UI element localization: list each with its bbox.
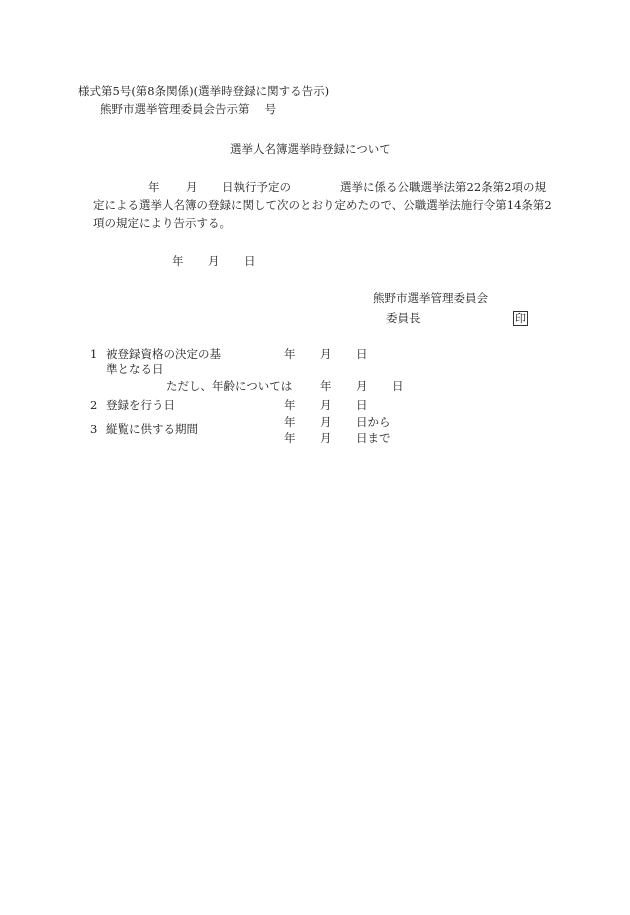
item3-from-month: 月 (320, 415, 332, 429)
item2-label: 登録を行う日 (106, 398, 175, 412)
item3-label: 縦覧に供する期間 (106, 422, 198, 436)
item1-label-line1: 被登録資格の決定の基 (106, 347, 221, 361)
item3-to-year: 年 (284, 431, 296, 445)
signature-org: 熊野市選挙管理委員会 (373, 291, 488, 305)
document-title: 選挙人名簿選挙時登録について (230, 142, 391, 156)
item1-number: 1 (90, 347, 98, 361)
item2-number: 2 (90, 398, 98, 412)
item1-proviso-month: 月 (356, 379, 368, 393)
date-month: 月 (208, 254, 220, 268)
notice-number: 熊野市選挙管理委員会告示第 号 (100, 102, 277, 116)
date-day: 日 (244, 254, 256, 268)
item1-proviso-day: 日 (392, 379, 404, 393)
item1-year: 年 (284, 347, 296, 361)
item3-number: 3 (90, 422, 98, 436)
body-line3: 項の規定により告示する。 (93, 216, 231, 230)
item3-to-day: 日まで (356, 431, 391, 445)
body-year: 年 (148, 180, 160, 194)
item2-year: 年 (284, 398, 296, 412)
body-line1-rest: 選挙に係る公職選挙法第22条第2項の規 (340, 180, 546, 194)
item1-month: 月 (320, 347, 332, 361)
item3-from-day: 日から (356, 415, 391, 429)
item1-proviso-year: 年 (320, 379, 332, 393)
signature-title: 委員長 (386, 311, 421, 325)
body-line2: 定による選挙人名簿の登録に関して次のとおり定めたので、公職選挙法施行令第14条第2 (93, 198, 552, 212)
item1-label-line2: 準となる日 (106, 362, 164, 376)
item2-month: 月 (320, 398, 332, 412)
item1-day: 日 (356, 347, 368, 361)
date-year: 年 (172, 254, 184, 268)
seal-mark: 印 (515, 312, 526, 325)
body-day-scheduled: 日執行予定の (222, 180, 291, 194)
item3-from-year: 年 (284, 415, 296, 429)
item3-to-month: 月 (320, 431, 332, 445)
item2-day: 日 (356, 398, 368, 412)
item1-proviso: ただし、年齢については (166, 379, 293, 393)
form-label: 様式第5号(第8条関係)(選挙時登録に関する告示) (78, 84, 330, 98)
body-month: 月 (186, 180, 198, 194)
